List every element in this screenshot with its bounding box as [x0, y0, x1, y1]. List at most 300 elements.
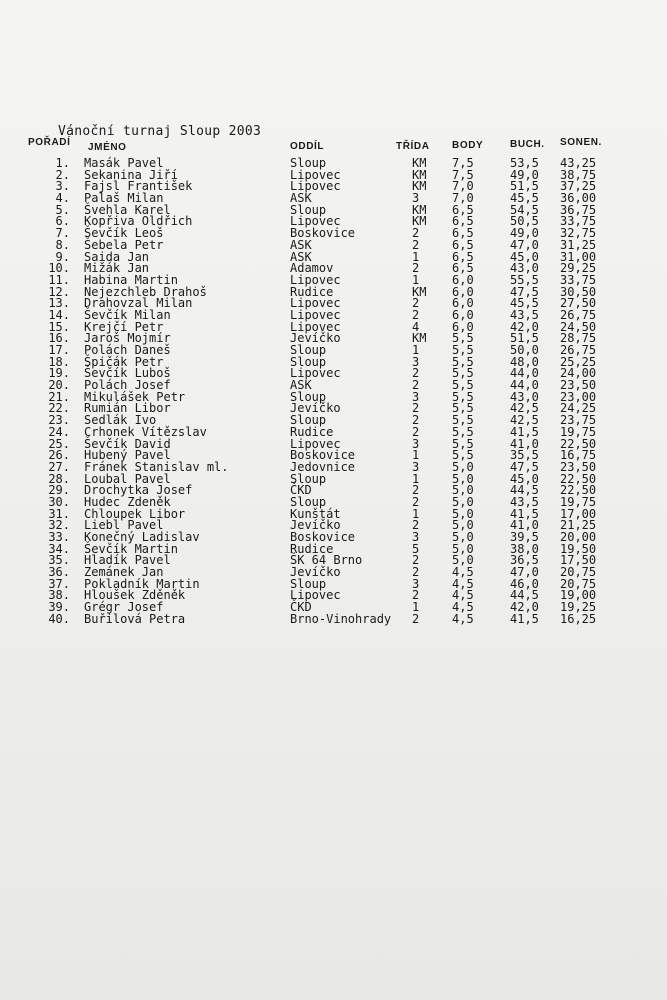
header-sonen: SONEN. — [560, 137, 602, 148]
header-jmeno: JMÉNO — [88, 142, 127, 153]
buchholz-cell: 41,5 — [510, 506, 539, 521]
name-cell: Sekanina Jiří — [84, 167, 178, 182]
sonneborn-cell: 23,50 — [560, 378, 597, 393]
class-cell: 2 — [412, 413, 420, 428]
club-cell: Rudice — [290, 424, 334, 439]
class-cell: 2 — [412, 226, 420, 241]
table-row — [0, 379, 667, 391]
sonneborn-cell: 36,75 — [560, 202, 597, 217]
table-row — [0, 192, 667, 204]
club-cell: ŠK 64 Brno — [290, 553, 363, 568]
sonneborn-cell: 43,25 — [560, 156, 597, 170]
name-cell: Fránek Stanislav ml. — [84, 459, 229, 474]
club-cell: Jevíčko — [290, 565, 341, 580]
buchholz-cell: 47,5 — [510, 284, 539, 299]
sonneborn-cell: 22,50 — [560, 483, 597, 498]
table-row — [0, 309, 667, 321]
class-cell: 2 — [412, 565, 420, 580]
sonneborn-cell: 19,50 — [560, 541, 597, 556]
class-cell: 2 — [412, 401, 420, 416]
table-row — [0, 461, 667, 473]
class-cell: 4 — [412, 319, 420, 334]
club-cell: Jevíčko — [290, 331, 341, 346]
buchholz-cell: 41,5 — [510, 424, 539, 439]
points-cell: 5,0 — [452, 483, 474, 498]
points-cell: 5,0 — [452, 471, 474, 486]
name-cell: Hubený Pavel — [84, 448, 171, 463]
club-cell: Rudice — [290, 284, 334, 299]
header-poradi: POŘADÍ — [28, 137, 71, 148]
buchholz-cell: 45,0 — [510, 471, 539, 486]
class-cell: 3 — [412, 459, 420, 474]
club-cell: Lipovec — [290, 179, 341, 194]
rank-cell: 35. — [48, 553, 70, 568]
points-cell: 6,5 — [452, 237, 474, 252]
sonneborn-cell: 24,25 — [560, 401, 597, 416]
club-cell: Lipovec — [290, 307, 341, 322]
buchholz-cell: 44,5 — [510, 588, 539, 603]
points-cell: 4,5 — [452, 576, 474, 591]
rank-cell: 23. — [48, 413, 70, 428]
club-cell: Sloup — [290, 413, 327, 428]
table-row — [0, 344, 667, 356]
club-cell: Sloup — [290, 389, 327, 404]
name-cell: Fajsl František — [84, 179, 193, 194]
points-cell: 5,5 — [452, 436, 474, 451]
buchholz-cell: 42,0 — [510, 600, 539, 615]
class-cell: 2 — [412, 494, 420, 509]
rank-cell: 8. — [55, 237, 70, 252]
points-cell: 7,5 — [452, 167, 474, 182]
class-cell: 3 — [412, 576, 420, 591]
name-cell: Rumián Libor — [84, 401, 171, 416]
rank-cell: 2. — [55, 167, 70, 182]
class-cell: 3 — [412, 191, 420, 206]
club-cell: Adamov — [290, 261, 334, 276]
club-cell: Lipovec — [290, 436, 341, 451]
class-cell: 2 — [412, 424, 420, 439]
header-oddil: ODDÍL — [290, 141, 325, 152]
points-cell: 5,0 — [452, 494, 474, 509]
rank-cell: 27. — [48, 459, 70, 474]
class-cell: KM — [412, 179, 427, 194]
rank-cell: 29. — [48, 483, 70, 498]
class-cell: KM — [412, 167, 427, 182]
results-table — [0, 157, 667, 625]
rank-cell: 20. — [48, 378, 70, 393]
rank-cell: 6. — [55, 214, 70, 229]
buchholz-cell: 46,0 — [510, 576, 539, 591]
rank-cell: 1. — [55, 156, 70, 170]
points-cell: 4,5 — [452, 565, 474, 580]
name-cell: Ševčík Martin — [84, 541, 178, 556]
club-cell: ČKD — [290, 600, 312, 615]
class-cell: 2 — [412, 366, 420, 381]
table-row — [0, 274, 667, 286]
buchholz-cell: 41,5 — [510, 611, 539, 626]
sonneborn-cell: 22,50 — [560, 471, 597, 486]
class-cell: 1 — [412, 249, 420, 264]
class-cell: 2 — [412, 588, 420, 603]
rank-cell: 40. — [48, 611, 70, 626]
name-cell: Švehla Karel — [84, 202, 171, 217]
rank-cell: 17. — [48, 343, 70, 357]
points-cell: 5,5 — [452, 378, 474, 393]
club-cell: Kunštát — [290, 506, 341, 521]
points-cell: 5,5 — [452, 448, 474, 463]
sonneborn-cell: 16,25 — [560, 611, 597, 626]
rank-cell: 10. — [48, 261, 70, 276]
points-cell: 5,5 — [452, 331, 474, 346]
club-cell: ASK — [290, 191, 312, 206]
buchholz-cell: 42,5 — [510, 413, 539, 428]
sonneborn-cell: 26,75 — [560, 307, 597, 322]
name-cell: Nejezchleb Drahoš — [84, 284, 207, 299]
buchholz-cell: 41,0 — [510, 518, 539, 533]
name-cell: Hloušek Zděněk — [84, 588, 186, 603]
class-cell: 1 — [412, 272, 420, 287]
rank-cell: 4. — [55, 191, 70, 206]
points-cell: 5,5 — [452, 413, 474, 428]
club-cell: Sloup — [290, 494, 327, 509]
buchholz-cell: 35,5 — [510, 448, 539, 463]
buchholz-cell: 44,0 — [510, 366, 539, 381]
name-cell: Mikulášek Petr — [84, 389, 186, 404]
club-cell: Lipovec — [290, 214, 341, 229]
rank-cell: 39. — [48, 600, 70, 615]
class-cell: 2 — [412, 611, 420, 626]
name-cell: Palaš Milan — [84, 191, 164, 206]
sonneborn-cell: 19,75 — [560, 494, 597, 509]
buchholz-cell: 38,0 — [510, 541, 539, 556]
sonneborn-cell: 23,00 — [560, 389, 597, 404]
buchholz-cell: 42,0 — [510, 319, 539, 334]
name-cell: Liebl Pavel — [84, 518, 164, 533]
club-cell: Sloup — [290, 343, 327, 357]
points-cell: 6,0 — [452, 296, 474, 311]
header-buch: BUCH. — [510, 139, 545, 150]
rank-cell: 38. — [48, 588, 70, 603]
points-cell: 7,5 — [452, 156, 474, 170]
header-body: BODY — [452, 140, 484, 151]
name-cell: Ševčík Leoš — [84, 226, 164, 241]
points-cell: 5,0 — [452, 553, 474, 568]
class-cell: 1 — [412, 471, 420, 486]
class-cell: 2 — [412, 296, 420, 311]
buchholz-cell: 47,0 — [510, 565, 539, 580]
sonneborn-cell: 24,50 — [560, 319, 597, 334]
sonneborn-cell: 20,75 — [560, 565, 597, 580]
club-cell: ASK — [290, 249, 312, 264]
club-cell: Boskovice — [290, 530, 356, 544]
rank-cell: 32. — [48, 518, 70, 533]
rank-cell: 7. — [55, 226, 70, 241]
rank-cell: 5. — [55, 202, 70, 217]
sonneborn-cell: 23,50 — [560, 459, 597, 474]
points-cell: 6,5 — [452, 226, 474, 241]
rank-cell: 19. — [48, 366, 70, 381]
rank-cell: 28. — [48, 471, 70, 486]
buchholz-cell: 50,0 — [510, 343, 539, 357]
class-cell: KM — [412, 331, 427, 346]
name-cell: Loubal Pavel — [84, 471, 171, 486]
class-cell: 1 — [412, 343, 420, 357]
sonneborn-cell: 21,25 — [560, 518, 597, 533]
class-cell: 2 — [412, 237, 420, 252]
club-cell: Brno-Vinohrady — [290, 611, 392, 626]
buchholz-cell: 44,0 — [510, 378, 539, 393]
club-cell: Sloup — [290, 471, 327, 486]
name-cell: Šebela Petr — [84, 237, 164, 252]
class-cell: KM — [412, 156, 427, 170]
name-cell: Krejčí Petr — [84, 319, 164, 334]
name-cell: Pokladník Martin — [84, 576, 200, 591]
name-cell: Ševčík Milan — [84, 307, 171, 322]
sonneborn-cell: 37,25 — [560, 179, 597, 194]
buchholz-cell: 45,5 — [510, 191, 539, 206]
club-cell: ČKD — [290, 483, 312, 498]
sonneborn-cell: 20,00 — [560, 530, 597, 544]
name-cell: Sedlák Ivo — [84, 413, 157, 428]
rank-cell: 13. — [48, 296, 70, 311]
buchholz-cell: 36,5 — [510, 553, 539, 568]
rank-cell: 14. — [48, 307, 70, 322]
sonneborn-cell: 31,00 — [560, 249, 597, 264]
rank-cell: 12. — [48, 284, 70, 299]
class-cell: 1 — [412, 448, 420, 463]
buchholz-cell: 43,5 — [510, 494, 539, 509]
name-cell: Masák Pavel — [84, 156, 164, 170]
class-cell: 3 — [412, 436, 420, 451]
class-cell: KM — [412, 214, 427, 229]
points-cell: 5,0 — [452, 530, 474, 544]
buchholz-cell: 53,5 — [510, 156, 539, 170]
name-cell: Grégr Josef — [84, 600, 164, 615]
rank-cell: 15. — [48, 319, 70, 334]
points-cell: 6,5 — [452, 202, 474, 217]
points-cell: 7,0 — [452, 191, 474, 206]
sonneborn-cell: 23,75 — [560, 413, 597, 428]
class-cell: 3 — [412, 530, 420, 544]
sonneborn-cell: 19,25 — [560, 600, 597, 615]
sonneborn-cell: 17,00 — [560, 506, 597, 521]
rank-cell: 36. — [48, 565, 70, 580]
class-cell: 1 — [412, 600, 420, 615]
rank-cell: 34. — [48, 541, 70, 556]
sonneborn-cell: 25,25 — [560, 354, 597, 369]
rank-cell: 16. — [48, 331, 70, 346]
buchholz-cell: 50,5 — [510, 214, 539, 229]
buchholz-cell: 49,0 — [510, 167, 539, 182]
sonneborn-cell: 36,00 — [560, 191, 597, 206]
name-cell: Ševčík Luboš — [84, 366, 171, 381]
rank-cell: 37. — [48, 576, 70, 591]
buchholz-cell: 47,0 — [510, 237, 539, 252]
club-cell: Boskovice — [290, 448, 356, 463]
buchholz-cell: 43,0 — [510, 261, 539, 276]
club-cell: ASK — [290, 378, 312, 393]
club-cell: Jevíčko — [290, 518, 341, 533]
name-cell: Ševčík David — [84, 436, 171, 451]
points-cell: 5,5 — [452, 354, 474, 369]
sonneborn-cell: 33,75 — [560, 214, 597, 229]
rank-cell: 33. — [48, 530, 70, 544]
name-cell: Mižák Jan — [84, 261, 150, 276]
class-cell: 2 — [412, 553, 420, 568]
points-cell: 5,0 — [452, 459, 474, 474]
table-row — [0, 531, 667, 543]
buchholz-cell: 45,5 — [510, 296, 539, 311]
table-row — [0, 566, 667, 578]
sonneborn-cell: 27,50 — [560, 296, 597, 311]
buchholz-cell: 41,0 — [510, 436, 539, 451]
points-cell: 5,0 — [452, 506, 474, 521]
points-cell: 4,5 — [452, 600, 474, 615]
header-trida: TŘÍDA — [396, 141, 430, 152]
buchholz-cell: 51,5 — [510, 331, 539, 346]
name-cell: Drahovzal Milan — [84, 296, 193, 311]
points-cell: 5,5 — [452, 389, 474, 404]
buchholz-cell: 49,0 — [510, 226, 539, 241]
club-cell: Sloup — [290, 156, 327, 170]
sonneborn-cell: 22,50 — [560, 436, 597, 451]
club-cell: Jevíčko — [290, 401, 341, 416]
points-cell: 5,0 — [452, 518, 474, 533]
sonneborn-cell: 26,75 — [560, 343, 597, 357]
points-cell: 5,5 — [452, 366, 474, 381]
sonneborn-cell: 33,75 — [560, 272, 597, 287]
points-cell: 4,5 — [452, 588, 474, 603]
name-cell: Polách Josef — [84, 378, 171, 393]
name-cell: Hudec Zdeněk — [84, 494, 171, 509]
club-cell: Jedovnice — [290, 459, 356, 474]
name-cell: Kopřiva Oldřich — [84, 214, 193, 229]
class-cell: 2 — [412, 483, 420, 498]
name-cell: Buřilová Petra — [84, 611, 186, 626]
club-cell: Lipovec — [290, 296, 341, 311]
buchholz-cell: 43,0 — [510, 389, 539, 404]
table-row — [0, 239, 667, 251]
points-cell: 7,0 — [452, 179, 474, 194]
points-cell: 4,5 — [452, 611, 474, 626]
sonneborn-cell: 38,75 — [560, 167, 597, 182]
class-cell: KM — [412, 202, 427, 217]
club-cell: Lipovec — [290, 272, 341, 287]
points-cell: 5,5 — [452, 343, 474, 357]
buchholz-cell: 43,5 — [510, 307, 539, 322]
club-cell: Boskovice — [290, 226, 356, 241]
club-cell: Lipovec — [290, 167, 341, 182]
class-cell: KM — [412, 284, 427, 299]
buchholz-cell: 39,5 — [510, 530, 539, 544]
club-cell: Sloup — [290, 354, 327, 369]
rank-cell: 22. — [48, 401, 70, 416]
buchholz-cell: 44,5 — [510, 483, 539, 498]
sonneborn-cell: 30,50 — [560, 284, 597, 299]
class-cell: 5 — [412, 541, 420, 556]
name-cell: Drochytka Josef — [84, 483, 193, 498]
points-cell: 5,5 — [452, 424, 474, 439]
points-cell: 6,0 — [452, 307, 474, 322]
sonneborn-cell: 32,75 — [560, 226, 597, 241]
sonneborn-cell: 31,25 — [560, 237, 597, 252]
buchholz-cell: 55,5 — [510, 272, 539, 287]
sonneborn-cell: 28,75 — [560, 331, 597, 346]
club-cell: Lipovec — [290, 319, 341, 334]
class-cell: 2 — [412, 378, 420, 393]
document-title: Vánoční turnaj Sloup 2003 — [58, 124, 262, 139]
name-cell: Polách Daneš — [84, 343, 171, 357]
rank-cell: 21. — [48, 389, 70, 404]
table-row — [0, 157, 667, 169]
points-cell: 5,0 — [452, 541, 474, 556]
name-cell: Chloupek Libor — [84, 506, 186, 521]
class-cell: 3 — [412, 389, 420, 404]
rank-cell: 3. — [55, 179, 70, 194]
sonneborn-cell: 20,75 — [560, 576, 597, 591]
rank-cell: 26. — [48, 448, 70, 463]
buchholz-cell: 45,0 — [510, 249, 539, 264]
buchholz-cell: 48,0 — [510, 354, 539, 369]
sonneborn-cell: 17,50 — [560, 553, 597, 568]
club-cell: Sloup — [290, 202, 327, 217]
points-cell: 6,0 — [452, 272, 474, 287]
table-row — [0, 496, 667, 508]
sonneborn-cell: 19,00 — [560, 588, 597, 603]
name-cell: Saida Jan — [84, 249, 150, 264]
class-cell: 2 — [412, 518, 420, 533]
points-cell: 6,5 — [452, 261, 474, 276]
name-cell: Konečný Ladislav — [84, 530, 200, 544]
name-cell: Zemánek Jan — [84, 565, 164, 580]
rank-cell: 18. — [48, 354, 70, 369]
sonneborn-cell: 16,75 — [560, 448, 597, 463]
class-cell: 3 — [412, 354, 420, 369]
table-row — [0, 613, 667, 625]
rank-cell: 9. — [55, 249, 70, 264]
club-cell: Rudice — [290, 541, 334, 556]
points-cell: 5,5 — [452, 401, 474, 416]
club-cell: ASK — [290, 237, 312, 252]
points-cell: 6,0 — [452, 284, 474, 299]
rank-cell: 11. — [48, 272, 70, 287]
points-cell: 6,5 — [452, 249, 474, 264]
name-cell: Špičák Petr — [84, 354, 164, 369]
buchholz-cell: 47,5 — [510, 459, 539, 474]
buchholz-cell: 54,5 — [510, 202, 539, 217]
class-cell: 1 — [412, 506, 420, 521]
sonneborn-cell: 29,25 — [560, 261, 597, 276]
buchholz-cell: 51,5 — [510, 179, 539, 194]
sonneborn-cell: 19,75 — [560, 424, 597, 439]
club-cell: Sloup — [290, 576, 327, 591]
club-cell: Lipovec — [290, 366, 341, 381]
rank-cell: 30. — [48, 494, 70, 509]
table-row — [0, 426, 667, 438]
class-cell: 2 — [412, 307, 420, 322]
name-cell: Crhonek Vítězslav — [84, 424, 207, 439]
rank-cell: 31. — [48, 506, 70, 521]
points-cell: 6,5 — [452, 214, 474, 229]
name-cell: Jaroš Mojmír — [84, 331, 171, 346]
class-cell: 2 — [412, 261, 420, 276]
rank-cell: 24. — [48, 424, 70, 439]
buchholz-cell: 42,5 — [510, 401, 539, 416]
points-cell: 6,0 — [452, 319, 474, 334]
name-cell: Habina Martin — [84, 272, 178, 287]
rank-cell: 25. — [48, 436, 70, 451]
sonneborn-cell: 24,00 — [560, 366, 597, 381]
